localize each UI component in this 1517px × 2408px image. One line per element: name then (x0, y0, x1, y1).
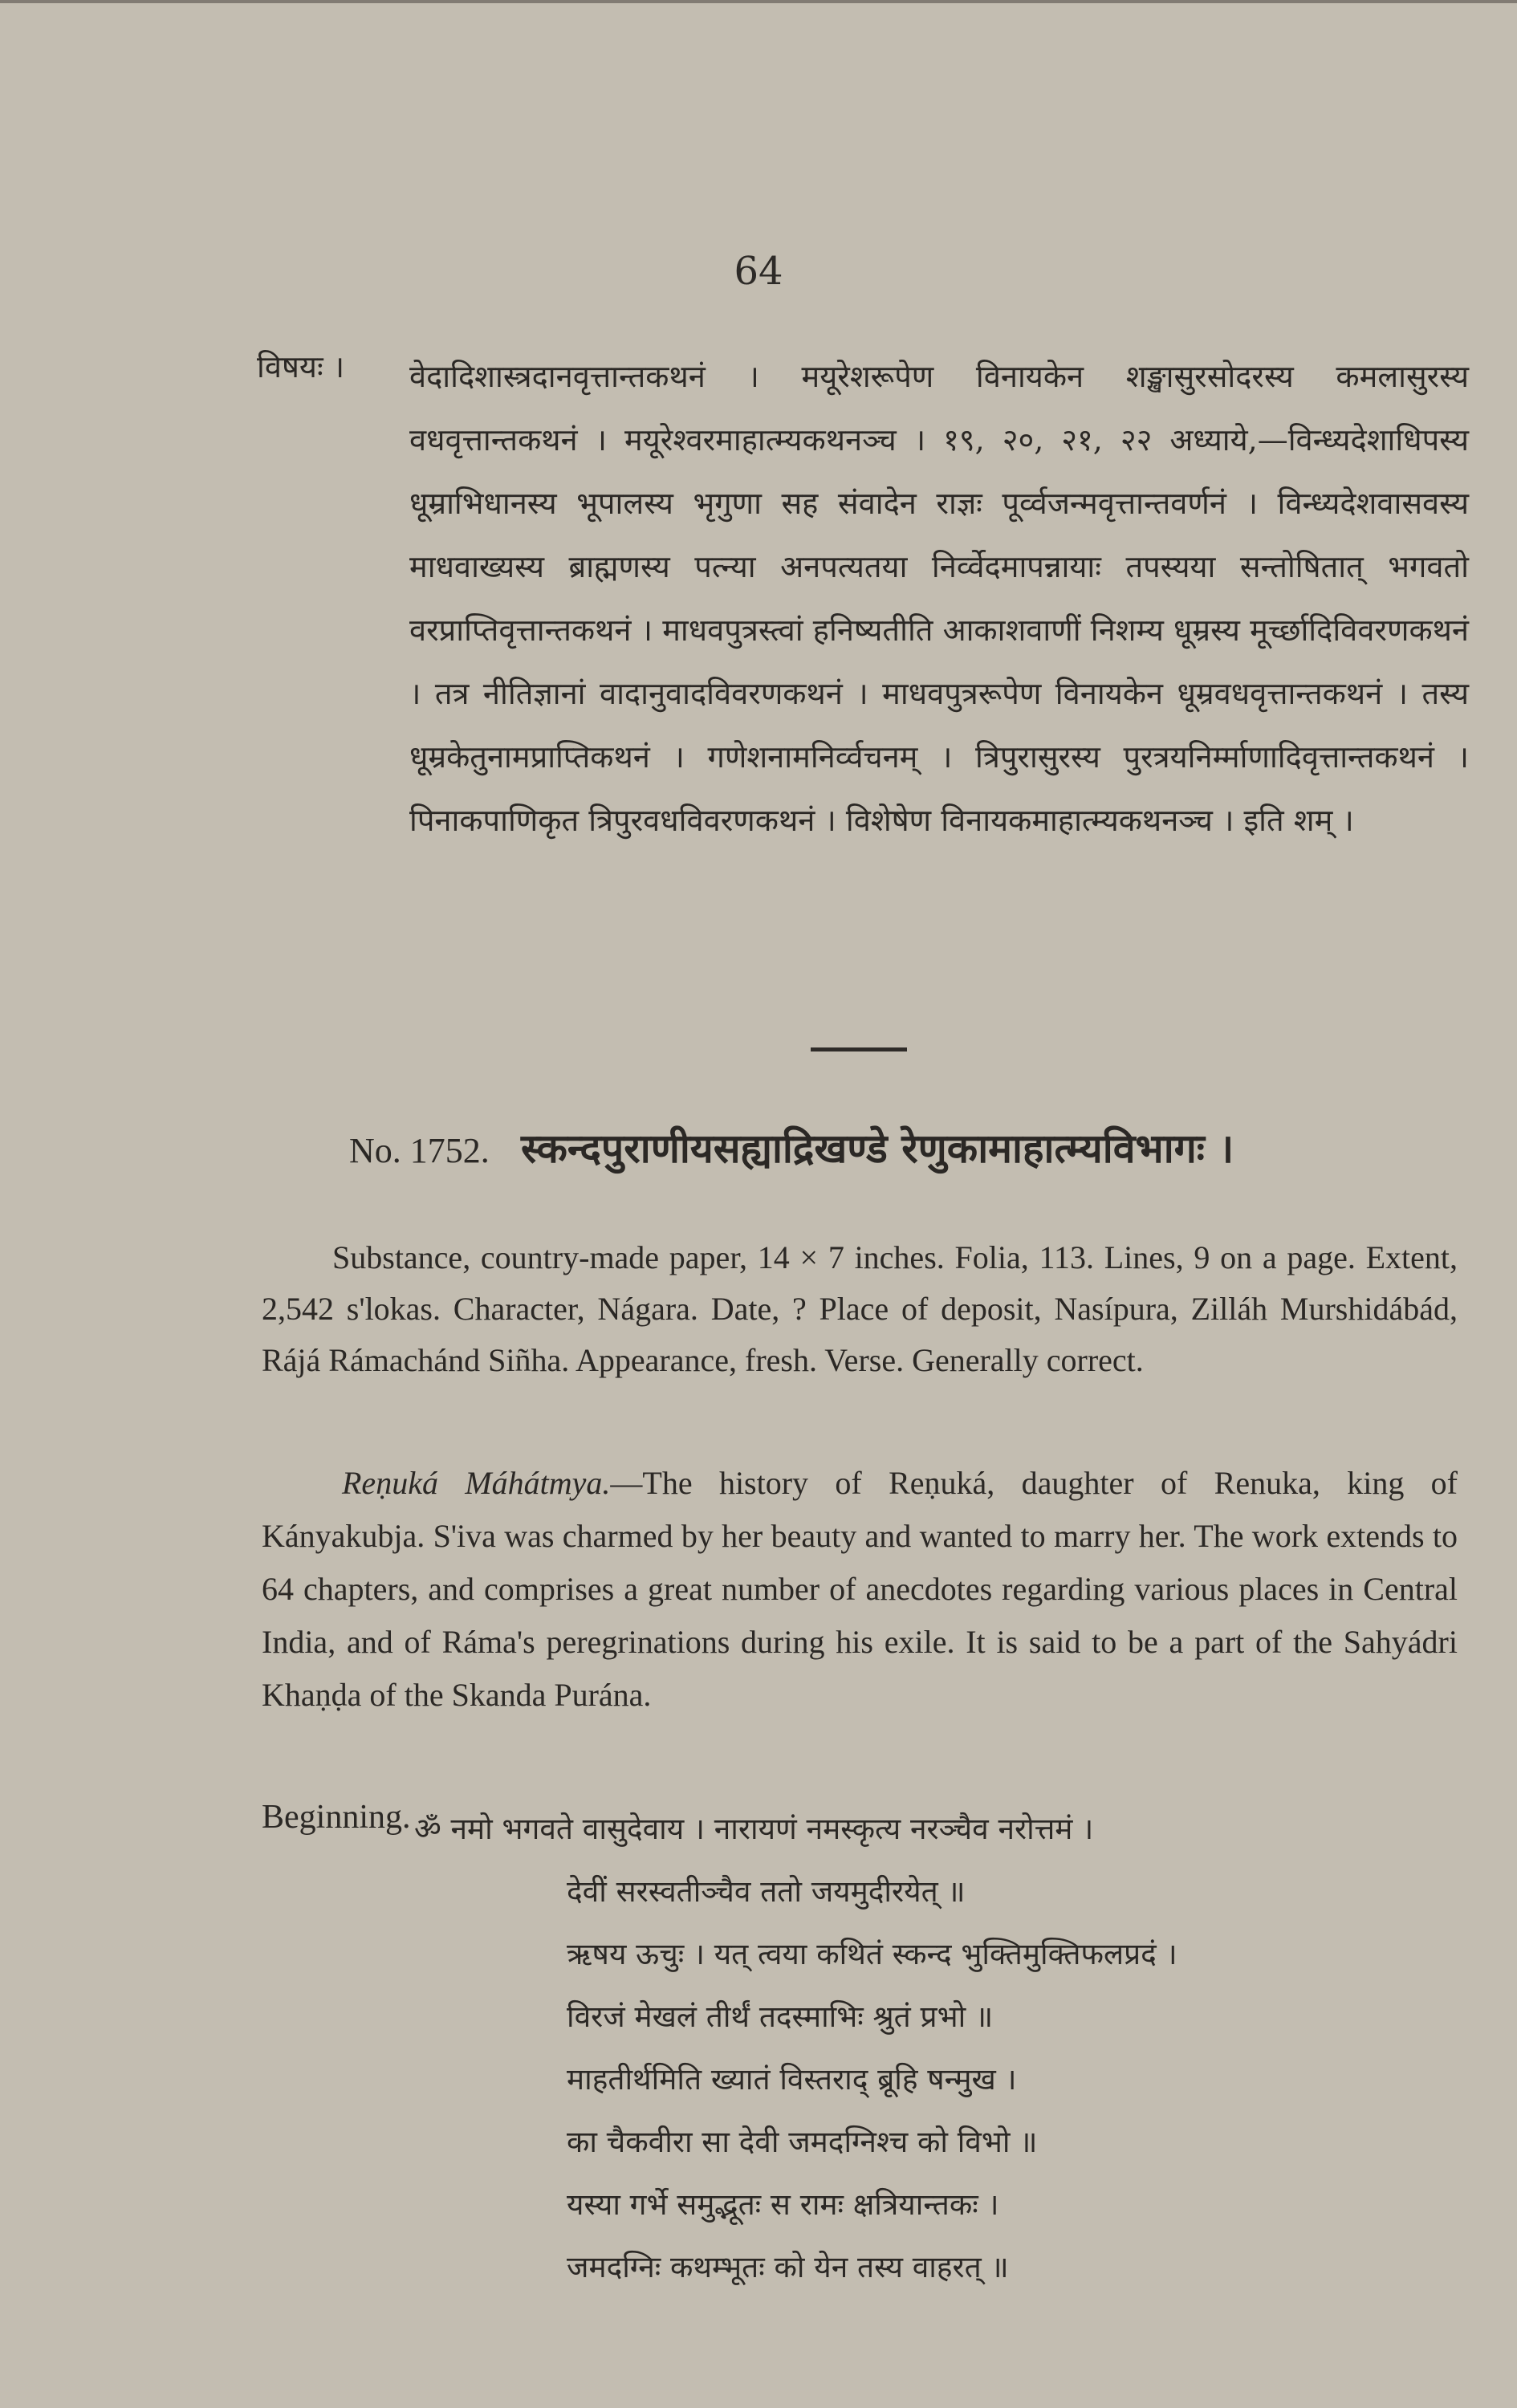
verse-line: यस्या गर्भे समुद्भूतः स रामः क्षत्रियान्तकः । (567, 2187, 999, 2222)
verse-line: का चैकवीरा सा देवी जमदग्निश्च को विभो ॥ (567, 2125, 1038, 2159)
verse-line: ऋषय ऊचुः । यत् त्वया कथितं स्कन्द भुक्तिमुक्तिफलप्रदं । (567, 1937, 1177, 1971)
summary-paragraph (262, 1457, 1458, 1722)
verse-line: जमदग्निः कथम्भूतः को येन तस्य वाहरत् ॥ (567, 2250, 1009, 2284)
section-divider (811, 1047, 907, 1051)
subject-text: वेदादिशास्त्रदानवृत्तान्तकथनं । मयूरेशरूपेण विनायकेन शङ्खासुरसोदरस्य कमलासुरस्य वधवृत्तान्तकथनं । मयूरेश्वरमाहात्म्यकथनञ्च । १९, २०, २१, २२ अध्याये,—विन्ध्यदेशाधिपस्य धूम्राभिधानस्य भूपालस्य भृगुणा सह संवादेन राज्ञः पूर्व्वजन्मवृत्तान्तवर्णनं । विन्ध्यदेशवासवस्य माधवाख्यस्य ब्राह्मणस्य पत्न्या अनपत्यतया निर्व्वेदमापन्नायाः तपस्यया सन्तोषितात् भगवतो वरप्राप्तिवृत्तान्तकथनं । माधवपुत्रस्त्वां हनिष्यतीति आकाशवाणीं निशम्य धूम्रस्य मूर्च्छादिविवरणकथनं । तत्र नीतिज्ञानां वादानुवादविवरणकथनं । माधवपुत्ररूपेण विनायकेन धूम्रवधवृत्तान्तकथनं । तस्य धूम्रकेतुनामप्राप्तिकथनं । गणेशनामनिर्व्वचनम् । त्रिपुरासुरस्य पुरत्रयनिर्म्माणादिवृत्तान्तकथनं । पिनाकपाणिकृत त्रिपुरवधविवरणकथनं । विशेषेण विनायकमाहात्म्यकथनञ्च । इति शम् । (409, 359, 1469, 838)
verse-line: ॐ नमो भगवते वासुदेवाय । नारायणं नमस्कृत्य नरञ्चैव नरोत्तमं । (414, 1812, 1094, 1846)
verse-line: देवीं सरस्वतीञ्चैव ततो जयमुदीरयेत् ॥ (567, 1874, 966, 1909)
subject-label: विषयः । (257, 349, 345, 384)
summary-title: Reṇuká Máhátmya. (342, 1465, 611, 1501)
page-number: 64 (734, 249, 783, 294)
summary-text: —The history of Reṇuká, daughter of Renuka, king of Kányakubja. S'iva was charmed by her beauty and wanted to marry her. The work extends to 64 chapters, and comprises a great number of anecdotes regarding various places in Central India, and of Ráma's peregrinations during his exile. It is said to be a part of the Sahyádri Khaṇḍa of the Skanda Purána. (262, 1465, 1458, 1713)
verse-line: विरजं मेखलं तीर्थं तदस्माभिः श्रुतं प्रभो ॥ (567, 1999, 994, 2034)
entry-sanskrit-title: स्कन्दपुराणीयसह्याद्रिखण्डे रेणुकामाहात्म्यविभागः । (521, 1125, 1234, 1172)
beginning-verse (414, 1798, 1177, 2299)
entry-number: No. 1752. (349, 1131, 490, 1170)
subject-section (257, 345, 1469, 852)
verse-line: माहतीर्थमिति ख्यातं विस्तराद् ब्रूहि षन्मुख । (567, 2062, 1017, 2097)
top-edge-line (0, 0, 1517, 11)
entry-heading (349, 1120, 1473, 1174)
beginning-label: Beginning. (262, 1799, 411, 1836)
description-paragraph: Substance, country-made paper, 14 × 7 inches. Folia, 113. Lines, 9 on a page. Extent, 2,542 s'lokas. Character, Nágara. Date, ? Place of deposit, Nasípura, Zilláh Murshidábád, Rájá Rámachánd Siñha. Appearance, fresh. Verse. Generally correct. (262, 1239, 1458, 1378)
